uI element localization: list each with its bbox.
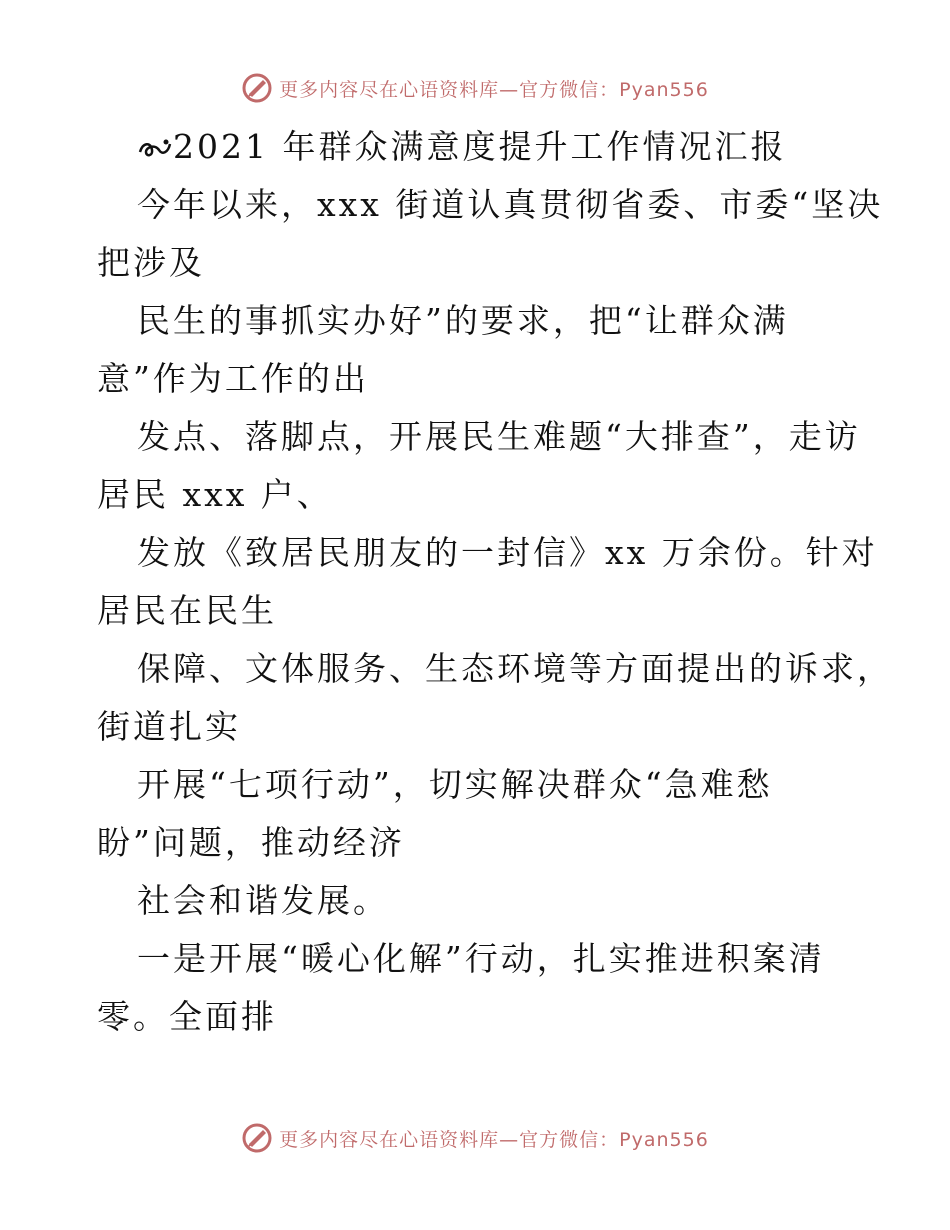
flourish-icon <box>137 132 173 162</box>
paragraph-line: 开展“七项行动”，切实解决群众“急难愁 <box>137 765 773 804</box>
paragraph-line: 街道扎实 <box>97 707 241 746</box>
paragraph-line: 居民 xxx 户、 <box>97 475 333 514</box>
paragraph-line: 一是开展“暖心化解”行动，扎实推进积案清 <box>137 939 825 978</box>
document-body <box>97 118 893 1046</box>
paragraph-line: 今年以来，xxx 街道认真贯彻省委、市委“坚决 <box>137 185 884 224</box>
watermark-text: 更多内容尽在心语资料库—官方微信：Pyan556 <box>279 1128 709 1151</box>
paragraph-line: 保障、文体服务、生态环境等方面提出的诉求， <box>137 649 893 688</box>
paragraph-line: 意”作为工作的出 <box>97 359 369 398</box>
footer-watermark <box>0 1122 950 1154</box>
paragraph-line: 居民在民生 <box>97 591 277 630</box>
paragraph-line: 发放《致居民朋友的一封信》xx 万余份。针对 <box>137 533 878 572</box>
logo-icon <box>241 72 273 104</box>
document-title: 2021 年群众满意度提升工作情况汇报 <box>173 127 787 166</box>
paragraph-line: 社会和谐发展。 <box>137 881 389 920</box>
paragraph-line: 把涉及 <box>97 243 205 282</box>
paragraph-line: 民生的事抓实办好”的要求，把“让群众满 <box>137 301 789 340</box>
paragraph-line: 零。全面排 <box>97 997 277 1036</box>
logo-icon <box>241 1122 273 1154</box>
watermark-text: 更多内容尽在心语资料库—官方微信：Pyan556 <box>279 78 709 101</box>
paragraph-line: 发点、落脚点，开展民生难题“大排查”，走访 <box>137 417 861 456</box>
paragraph-line: 盼”问题，推动经济 <box>97 823 405 862</box>
header-watermark <box>0 72 950 104</box>
document-title-line <box>97 118 857 176</box>
